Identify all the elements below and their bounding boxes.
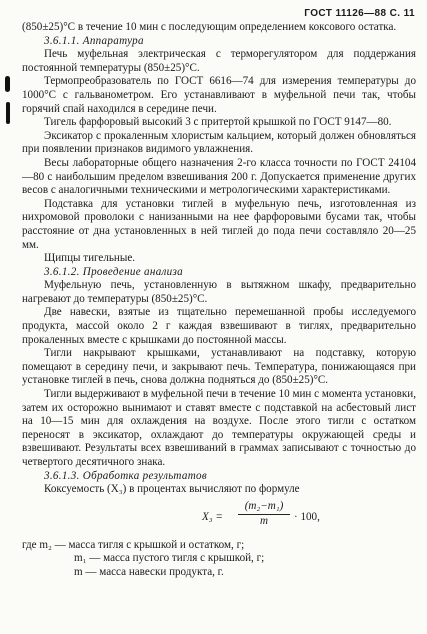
section-heading-results: 3.6.1.3. Обработка результатов <box>44 469 207 482</box>
definition-m2: где m₂ — масса тигля с крышкой и остатком, г; <box>22 538 245 551</box>
definition-m: m — масса навески продукта, г. <box>74 565 224 578</box>
paragraph: Тигли накрывают крышками, устанавливают на подставку, которую помещают в середину печи, и закрывают печь. Температура, понижающаяся при установке тиглей в печь, снова должна подняться до (850±25)°С. <box>22 347 416 387</box>
margin-marks <box>2 76 14 136</box>
paragraph: (850±25)°С в течение 10 мин с последующим определением коксового остатка. <box>22 21 397 33</box>
paragraph: Щипцы тигельные. <box>44 252 136 265</box>
formula-denominator: m <box>259 515 268 528</box>
formula-numerator: (m₂−m₁) <box>238 500 290 516</box>
paragraph: Муфельную печь, установленную в вытяжном шкафу, предварительно нагревают до температуры (850±25)°С. <box>22 279 416 305</box>
variable-definitions <box>22 539 416 580</box>
formula <box>62 500 416 536</box>
paragraph: Коксуемость (X₃) в процентах вычисляют по формуле <box>44 483 300 496</box>
formula-rhs: · 100, <box>294 510 320 523</box>
section-heading-analysis: 3.6.1.2. Проведение анализа <box>44 265 183 278</box>
margin-mark-bottom <box>6 102 10 124</box>
paragraph: Тигли выдерживают в муфельной печи в течение 10 мин с момента установки, затем их осторожно вынимают и ставят вместе с подставкой на асбестовый лист на 10—15 мин для охлаждения на воздухе. После этого тигли с остатком переносят в эксикатор, охлаждают до температуры окружающей среды и взвешивают. Результаты всех взвешиваний в граммах записывают с точностью до четвертого десятичного знака. <box>22 388 416 468</box>
formula-fraction <box>238 500 290 529</box>
definition-m1: m₁ — масса пустого тигля с крышкой, г; <box>74 552 265 565</box>
paragraph: Две навески, взятые из тщательно перемешанной пробы исследуемого продукта, массой около 2 г каждая взвешивают в тиглях, предварительно прокаленных вместе с крышками до постоянной массы. <box>22 306 416 346</box>
margin-mark-top <box>5 76 10 92</box>
section-heading-apparatus: 3.6.1.1. Аппаратура <box>44 34 144 47</box>
paragraph: Эксикатор с прокаленным хлористым кальцием, который должен обновляться при появлении признаков видимого увлажнения. <box>22 129 416 156</box>
paragraph: Подставка для установки тиглей в муфельную печь, изготовленная из нихромовой проволоки с нанизанными на нее фарфоровыми бусами так, чтобы расстояние от дна установленных в ней тиглей до пода печи составляло 20—25 мм. <box>22 197 416 251</box>
page-header: ГОСТ 11126—88 С. 11 <box>304 8 415 19</box>
paragraph: Термопреобразователь по ГОСТ 6616—74 для измерения температуры до 1000°С с гальванометром. Его устанавливают в муфельной печи так, чтобы горячий спай находился в середине печи. <box>22 75 416 115</box>
paragraph: Печь муфельная электрическая с терморегулятором для поддержания постоянной температуры (850±25)°С. <box>22 48 416 74</box>
paragraph: Тигель фарфоровый высокий 3 с притертой крышкой по ГОСТ 9147—80. <box>44 116 392 129</box>
document-body <box>22 21 416 580</box>
formula-lhs: X₃ = <box>202 510 223 523</box>
paragraph: Весы лабораторные общего назначения 2-го класса точности по ГОСТ 24104—80 с наибольшим пределом взвешивания 200 г. Допускается применение других весов с аналогичными техническими и метрологическими характеристиками. <box>22 156 416 197</box>
